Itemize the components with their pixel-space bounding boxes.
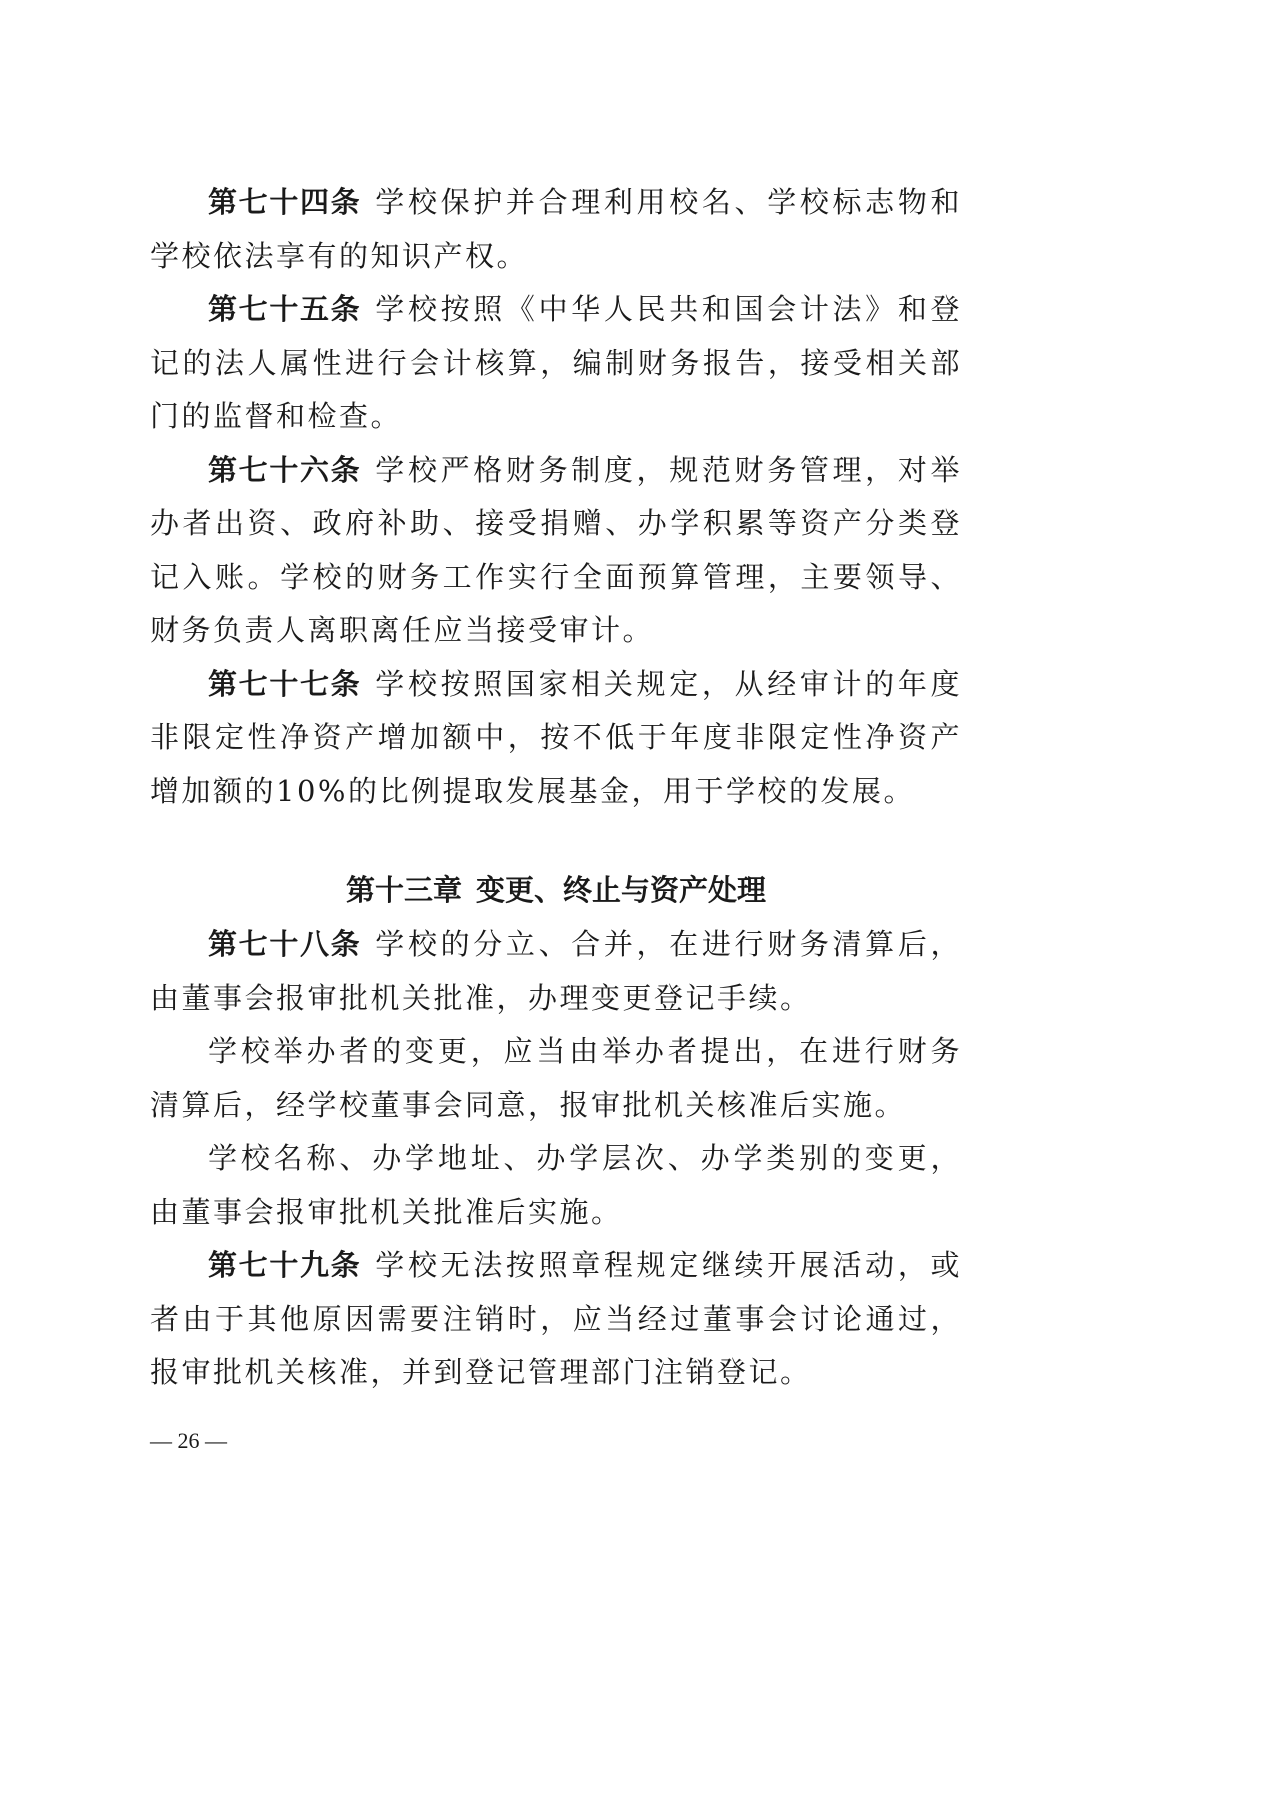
chapter-title: 变更、终止与资产处理 [476, 873, 767, 907]
paragraph-text: 学校名称、办学地址、办学层次、办学类别的变更，由董事会报审批机关批准后实施。 [150, 1141, 962, 1229]
article-number: 第七十六条 [208, 452, 362, 487]
article-number: 第七十五条 [208, 292, 362, 326]
article-text: 学校按照国家相关规定，从经审计的年度非限定性净资产增加额中，按不低于年度非限定性净资产增加额的10%的比例提取发展基金，用于学校的发展。 [150, 666, 962, 808]
article-text: 学校的分立、合并，在进行财务清算后，由董事会报审批机关批准，办理变更登记手续。 [150, 927, 962, 1015]
chapter-number: 第十三章 [345, 873, 462, 907]
article-text: 学校严格财务制度，规范财务管理，对举办者出资、政府补助、接受捐赠、办学积累等资产分类登记入账。学校的财务工作实行全面预算管理，主要领导、财务负责人离职离任应当接受审计。 [150, 452, 962, 647]
article-78-paragraph-3 [150, 1132, 962, 1239]
article-78-paragraph-2 [150, 1025, 962, 1132]
article-number: 第七十四条 [208, 185, 362, 219]
article-74 [150, 176, 962, 283]
article-77 [150, 658, 962, 819]
article-text: 学校保护并合理利用校名、学校标志物和学校依法享有的知识产权。 [150, 185, 962, 273]
article-number: 第七十七条 [208, 666, 362, 701]
chapter-heading [150, 862, 962, 918]
article-number: 第七十八条 [208, 927, 362, 961]
article-text: 学校按照《中华人民共和国会计法》和登记的法人属性进行会计核算，编制财务报告，接受相关部门的监督和检查。 [150, 292, 962, 433]
document-body [150, 176, 962, 1400]
article-79 [150, 1239, 962, 1400]
article-78 [150, 918, 962, 1025]
paragraph-text: 学校举办者的变更，应当由举办者提出，在进行财务清算后，经学校董事会同意，报审批机关核准后实施。 [150, 1034, 962, 1122]
page-number: — 26 — [150, 1428, 227, 1453]
article-text: 学校无法按照章程规定继续开展活动，或者由于其他原因需要注销时，应当经过董事会讨论通过，报审批机关核准，并到登记管理部门注销登记。 [150, 1248, 962, 1389]
article-75 [150, 283, 962, 444]
article-number: 第七十九条 [208, 1248, 362, 1282]
article-76 [150, 444, 962, 658]
